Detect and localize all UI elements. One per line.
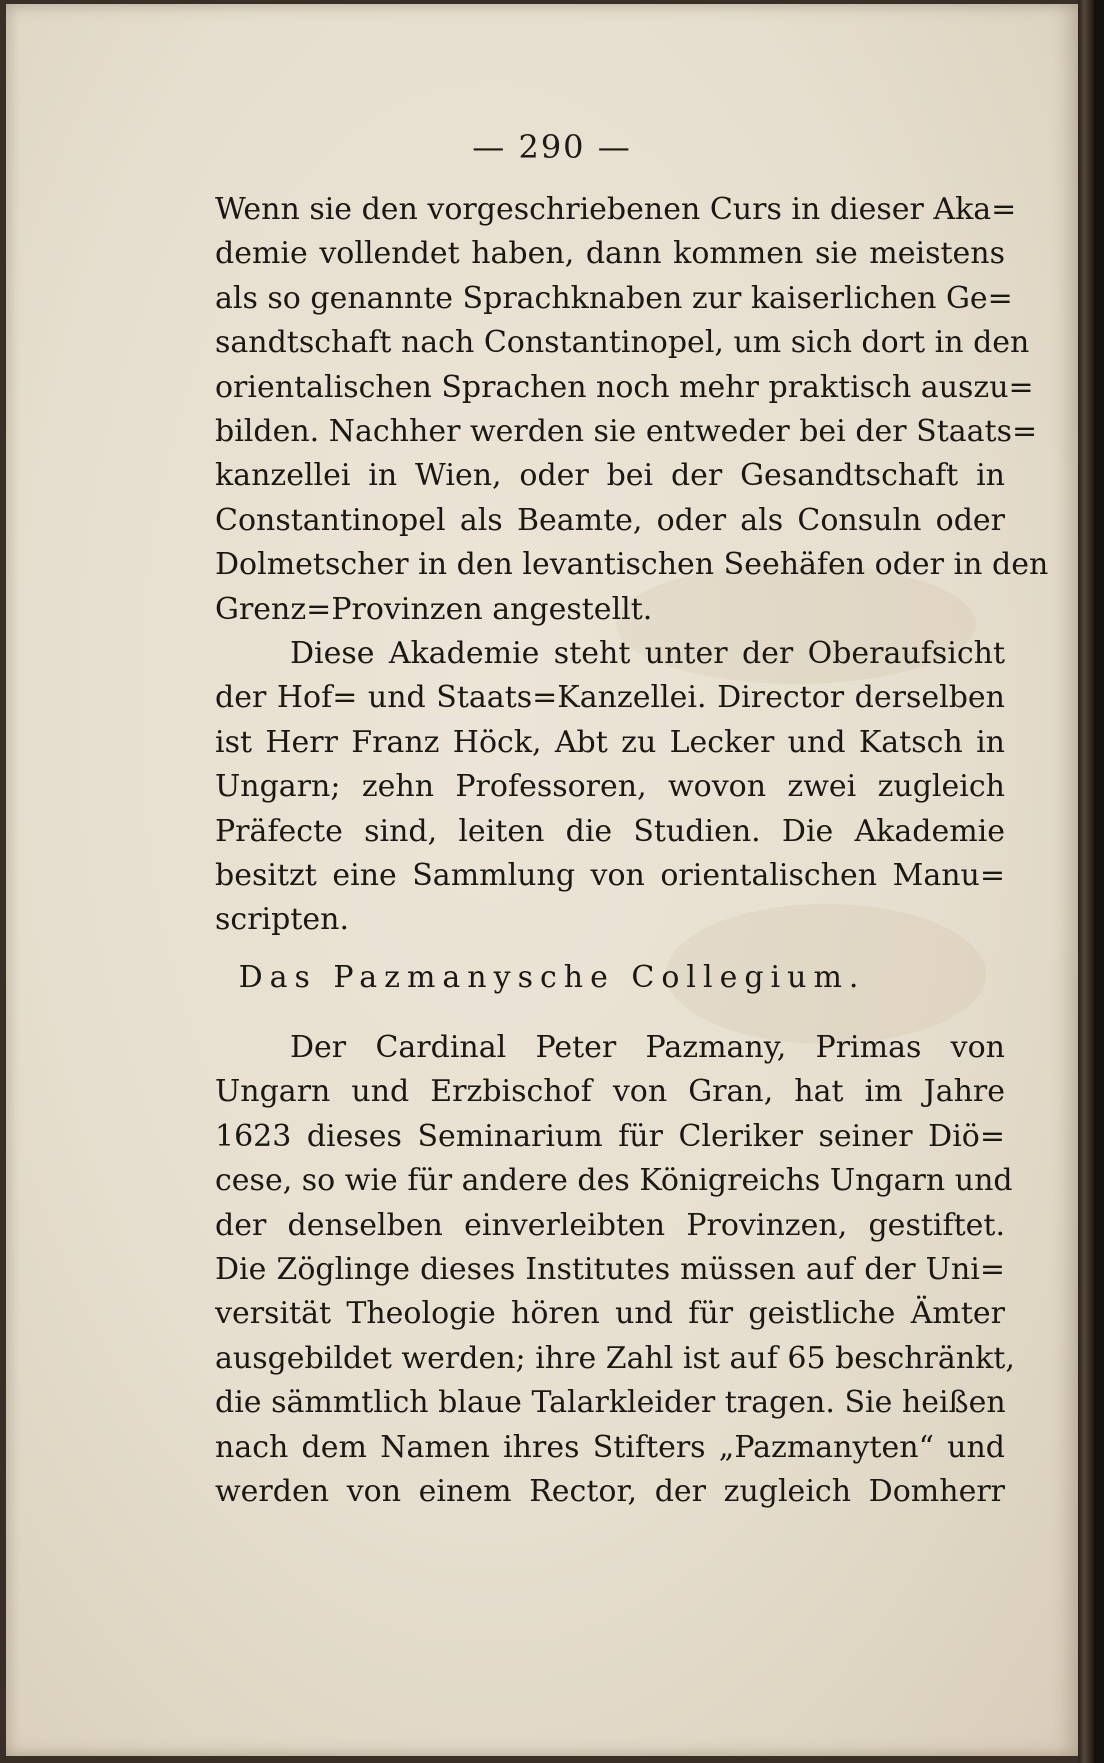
text-line: werden von einem Rector, der zugleich Domherr xyxy=(215,1473,1005,1509)
page-number: — 290 — xyxy=(472,128,632,166)
text-line: Ungarn und Erzbischof von Gran, hat im Jahre xyxy=(215,1074,1005,1110)
text-line: scripten. xyxy=(215,902,350,938)
text-line: ausgebildet werden; ihre Zahl ist auf 65 beschränkt, xyxy=(215,1340,1015,1376)
paragraph-1 xyxy=(215,188,1049,632)
text-line: Diese Akademie steht unter der Oberaufsicht xyxy=(290,636,1005,671)
text-line: Wenn sie den vorgeschriebenen Curs in dieser Aka= xyxy=(215,192,1017,227)
text-line: nach dem Namen ihres Stifters „Pazmanyten“ und xyxy=(215,1429,1005,1465)
book-spine-shadow xyxy=(1094,0,1104,1763)
text-line: cese, so wie für andere des Königreichs Ungarn und xyxy=(215,1163,1013,1199)
text-line: Ungarn; zehn Professoren, wovon zwei zugleich xyxy=(215,769,1005,805)
section-heading: Das Pazmanysche Collegium. xyxy=(238,960,866,995)
paragraph-3 xyxy=(215,1026,1015,1514)
text-line: besitzt eine Sammlung von orientalischen Manu= xyxy=(215,857,1005,893)
text-line: demie vollendet haben, dann kommen sie meistens xyxy=(215,236,1005,272)
text-line: Constantinopel als Beamte, oder als Consuln oder xyxy=(215,502,1005,538)
text-line: 1623 dieses Seminarium für Cleriker seiner Diö= xyxy=(215,1118,1005,1154)
paragraph-2 xyxy=(215,632,1005,943)
text-line: sandtschaft nach Constantinopel, um sich dort in den xyxy=(215,325,1030,361)
text-line: Präfecte sind, leiten die Studien. Die Akademie xyxy=(215,813,1005,849)
text-line: orientalischen Sprachen noch mehr praktisch auszu= xyxy=(215,369,1034,405)
text-line: ist Herr Franz Höck, Abt zu Lecker und Katsch in xyxy=(215,724,1005,760)
text-line: Dolmetscher in den levantischen Seehäfen oder in den xyxy=(215,547,1049,583)
text-line: die sämmtlich blaue Talarkleider tragen. Sie heißen xyxy=(215,1385,1006,1421)
text-line: bilden. Nachher werden sie entweder bei der Staats= xyxy=(215,413,1038,449)
text-line: der Hof= und Staats=Kanzellei. Director derselben xyxy=(215,680,1005,716)
text-line: der denselben einverleibten Provinzen, gestiftet. xyxy=(215,1207,1005,1243)
text-line: kanzellei in Wien, oder bei der Gesandtschaft in xyxy=(215,458,1005,494)
text-line: Der Cardinal Peter Pazmany, Primas von xyxy=(290,1030,1005,1065)
text-line: versität Theologie hören und für geistliche Ämter xyxy=(215,1296,1005,1332)
text-line: als so genannte Sprachknaben zur kaiserlichen Ge= xyxy=(215,280,1013,316)
text-line: Die Zöglinge dieses Institutes müssen auf der Uni= xyxy=(215,1251,1005,1287)
text-line: Grenz=Provinzen angestellt. xyxy=(215,591,653,627)
book-spine-edge xyxy=(1078,0,1094,1763)
